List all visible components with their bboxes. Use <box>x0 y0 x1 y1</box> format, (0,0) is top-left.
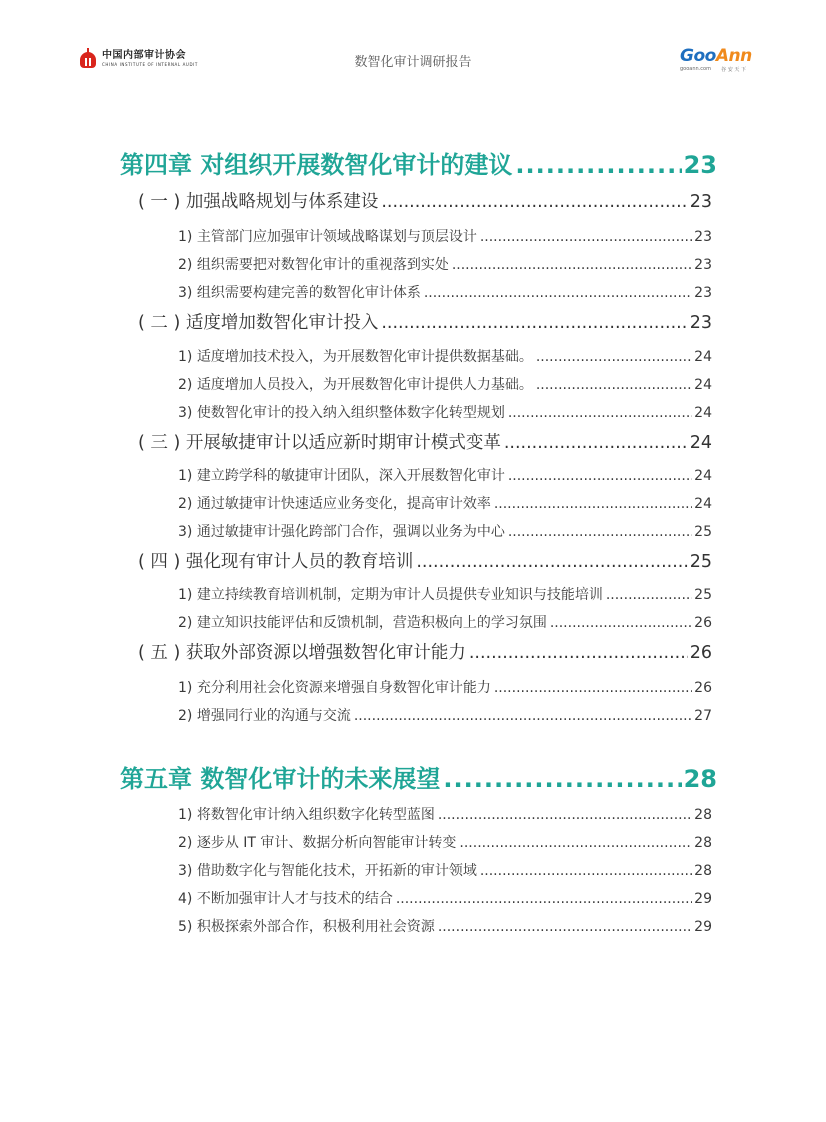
toc-item[interactable]: 3) 组织需要构建完善的数智化审计体系 ..... 23 <box>178 282 712 302</box>
toc-item[interactable]: 1) 主管部门应加强审计领域战略谋划与顶层设计 ..... 23 <box>178 226 712 246</box>
logo-goo: Goo <box>680 46 716 66</box>
logo-cn-text: 中国内部审计协会 <box>102 50 186 61</box>
toc-item[interactable]: 3) 借助数字化与智能化技术，开拓新的审计领域 ..... 28 <box>178 860 712 880</box>
toc-item[interactable]: 2) 通过敏捷审计快速适应业务变化，提高审计效率 ..... 24 <box>178 493 712 513</box>
page-header <box>0 0 826 80</box>
toc-item[interactable]: 5) 积极探索外部合作，积极利用社会资源 ..... 29 <box>178 916 712 936</box>
toc-item[interactable]: 1) 充分利用社会化资源来增强自身数智化审计能力 ..... 26 <box>178 677 712 697</box>
report-title: 数智化审计调研报告 <box>354 55 472 70</box>
logo-en-text: CHINA INSTITUTE OF INTERNAL AUDIT <box>102 62 198 67</box>
toc-section[interactable]: ( 四 ) 强化现有审计人员的教育培训 ..... 25 <box>138 548 712 572</box>
toc-item[interactable]: 2) 逐步从 IT 审计、数据分析向智能审计转变 ..... 28 <box>178 832 712 852</box>
toc-item[interactable]: 2) 建立知识技能评估和反馈机制，营造积极向上的学习氛围 ..... 26 <box>178 612 712 632</box>
toc-item[interactable]: 3) 通过敏捷审计强化跨部门合作，强调以业务为中心 ..... 25 <box>178 521 712 541</box>
logo-domain: gooann.com <box>680 66 711 72</box>
toc-chapter-4[interactable]: 第四章 对组织开展数智化审计的建议 ..... 23 <box>120 145 717 177</box>
toc-item[interactable]: 2) 适度增加人员投入，为开展数智化审计提供人力基础。 ..... 24 <box>178 374 712 394</box>
toc-item[interactable]: 2) 增强同行业的沟通与交流 ..... 27 <box>178 705 712 725</box>
toc-item[interactable]: 1) 建立持续教育培训机制，定期为审计人员提供专业知识与技能培训 ..... 25 <box>178 584 712 604</box>
toc-section[interactable]: ( 三 ) 开展敏捷审计以适应新时期审计模式变革 ..... 24 <box>138 429 712 453</box>
logo-tagline: 谷 安 天 下 <box>721 67 746 73</box>
toc-section[interactable]: ( 二 ) 适度增加数智化审计投入 ..... 23 <box>138 309 712 333</box>
toc-section[interactable]: ( 五 ) 获取外部资源以增强数智化审计能力 ..... 26 <box>138 639 712 663</box>
toc-item[interactable]: 4) 不断加强审计人才与技术的结合 ..... 29 <box>178 888 712 908</box>
logo-ann: Ann <box>715 46 752 66</box>
toc-item[interactable]: 2) 组织需要把对数智化审计的重视落到实处 ..... 23 <box>178 254 712 274</box>
toc-item[interactable]: 1) 建立跨学科的敏捷审计团队，深入开展数智化审计 ..... 24 <box>178 465 712 485</box>
toc-section[interactable]: ( 一 ) 加强战略规划与体系建设 ..... 23 <box>138 188 712 212</box>
gooann-logo <box>680 48 752 73</box>
toc-item[interactable]: 1) 将数智化审计纳入组织数字化转型蓝图 ..... 28 <box>178 804 712 824</box>
toc-item[interactable]: 1) 适度增加技术投入，为开展数智化审计提供数据基础。 ..... 24 <box>178 346 712 366</box>
toc-chapter-5[interactable]: 第五章 数智化审计的未来展望 ..... 28 <box>120 759 717 791</box>
toc-item[interactable]: 3) 使数智化审计的投入纳入组织整体数字化转型规划 ..... 24 <box>178 402 712 422</box>
